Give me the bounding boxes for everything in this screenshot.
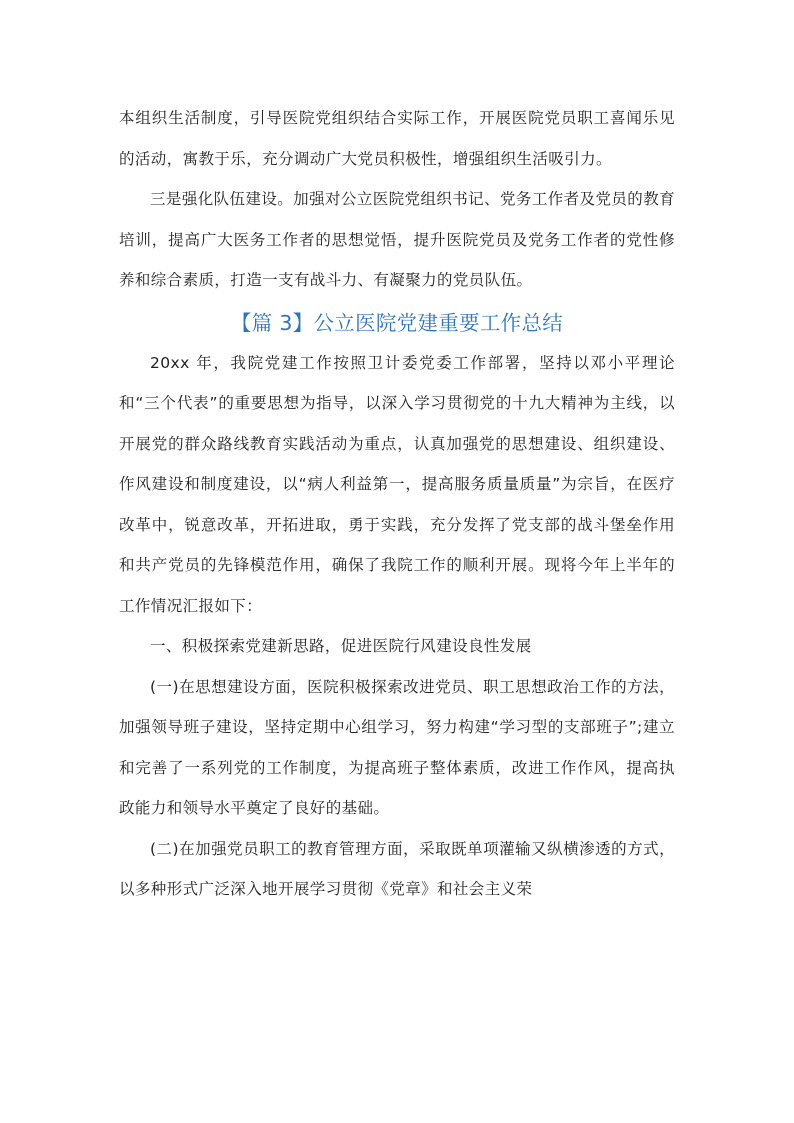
section-title: 【篇 3】公立医院党建重要工作总结 xyxy=(230,310,564,335)
paragraph-education-management: (二)在加强党员职工的教育管理方面，采取既单项灌输又纵横渗透的方式，以多种形式广泛深入地开展学习贯彻《党章》和社会主义荣 xyxy=(119,839,675,898)
paragraph-heading-one: 一、积极探索党建新思路，促进医院行风建设良性发展 xyxy=(150,637,532,655)
document-body xyxy=(119,98,675,910)
paragraph-ideological-building: (一)在思想建设方面，医院积极探索改进党员、职工思想政治工作的方法，加强领导班子建设，坚持定期中心组学习，努力构建“学习型的支部班子”;建立和完善了一系列党的工作制度，为提高班子整体素质，改进工作作风，提高执政能力和领导水平奠定了良好的基础。 xyxy=(119,677,675,817)
paragraph-intro: 20xx 年，我院党建工作按照卫计委党委工作部署，坚持以邓小平理论和“三个代表”的重要思想为指导，以深入学习贯彻党的十九大精神为主线，以开展党的群众路线教育实践活动为重点，认真加强党的思想建设、组织建设、作风建设和制度建设，以“病人利益第一，提高服务质量质量”为宗旨，在医疗改革中，锐意改革，开拓进取，勇于实践，充分发挥了党支部的战斗堡垒作用和共产党员的先锋模范作用，确保了我院工作的顺利开展。现将今年上半年的工作情况汇报如下： xyxy=(119,353,675,615)
paragraph-continuation: 本组织生活制度，引导医院党组织结合实际工作，开展医院党员职工喜闻乐见的活动，寓教于乐，充分调动广大党员积极性，增强组织生活吸引力。 xyxy=(119,109,675,168)
paragraph-team-building: 三是强化队伍建设。加强对公立医院党组织书记、党务工作者及党员的教育培训，提高广大医务工作者的思想觉悟，提升医院党员及党务工作者的党性修养和综合素质，打造一支有战斗力、有凝聚力的党员队伍。 xyxy=(119,190,675,289)
